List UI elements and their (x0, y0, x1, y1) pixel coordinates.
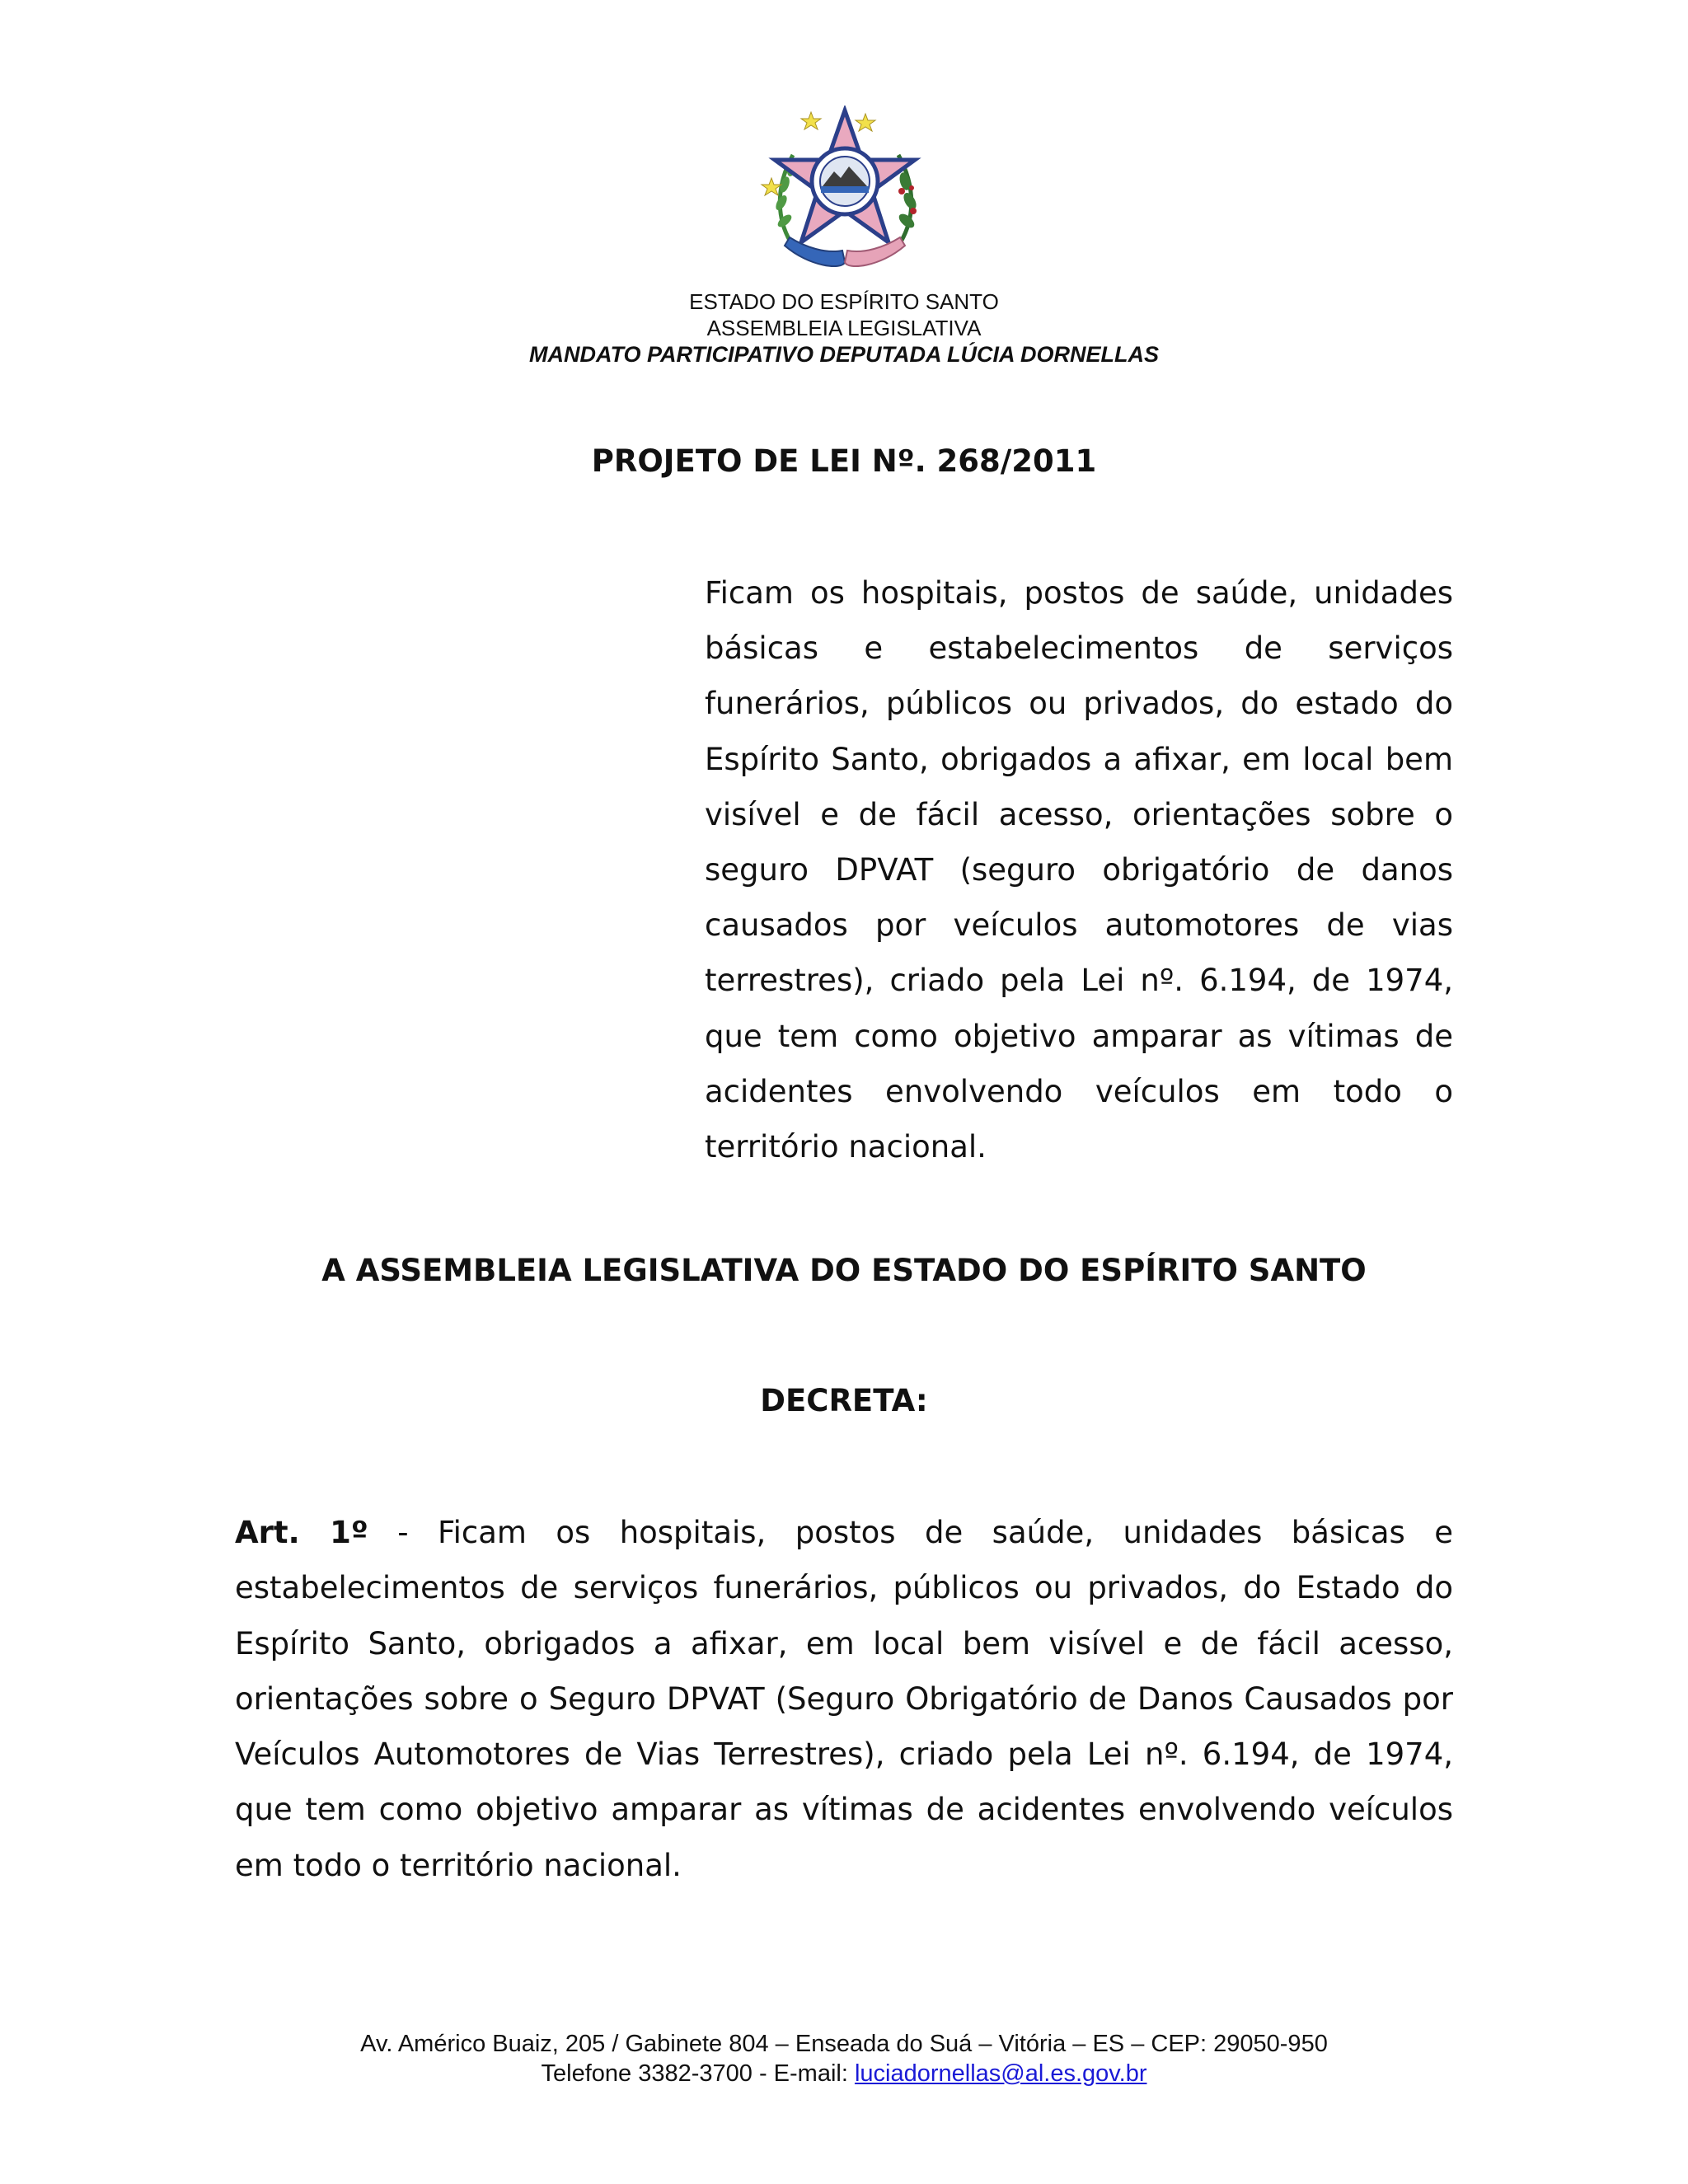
footer-phone: Telefone 3382-3700 - E-mail: (541, 2060, 855, 2087)
article-1-text: - Ficam os hospitais, postos de saúde, unidades básicas e estabelecimentos de serviços funerários, públicos ou privados, do Estado do Espírito Santo, obrigados a afixar, em local bem visível e de fácil acesso, orientações sobre o Seguro DPVAT (Seguro Obrigatório de Danos Causados por Veículos Automotores de Vias Terrestres), criado pela Lei nº. 6.194, de 1974, que tem como objetivo amparar as vítimas de acidentes envolvendo veículos em todo o território nacional. (235, 1515, 1454, 1883)
document-title: PROJETO DE LEI Nº. 268/2011 (591, 443, 1097, 479)
header-assembly: ASSEMBLEIA LEGISLATIVA (706, 316, 982, 340)
header-mandate: MANDATO PARTICIPATIVO DEPUTADA LÚCIA DORNELLAS (529, 342, 1159, 367)
footer-contact (0, 2059, 1688, 2088)
bill-summary: Ficam os hospitais, postos de saúde, unidades básicas e estabelecimentos de serviços funerários, públicos ou privados, do estado do Espírito Santo, obrigados a afixar, em local bem visível e de fácil acesso, orientações sobre o seguro DPVAT (seguro obrigatório de danos causados por veículos automotores de vias terrestres), criado pela Lei nº. 6.194, de 1974, que tem como objetivo amparar as vítimas de acidentes envolvendo veículos em todo o território nacional. (705, 575, 1453, 1165)
enacting-clause: A ASSEMBLEIA LEGISLATIVA DO ESTADO DO ESPÍRITO SANTO (321, 1253, 1367, 1288)
header-state: ESTADO DO ESPÍRITO SANTO (689, 289, 999, 314)
article-1 (235, 1505, 1453, 1893)
email-link[interactable]: luciadornellas@al.es.gov.br (854, 2060, 1147, 2087)
decree-heading: DECRETA: (760, 1383, 928, 1418)
article-1-label: Art. 1º (235, 1515, 368, 1550)
coat-of-arms-icon (760, 105, 930, 277)
footer-address: Av. Américo Buaiz, 205 / Gabinete 804 – Enseada do Suá – Vitória – ES – CEP: 29050-950 (360, 2031, 1328, 2057)
